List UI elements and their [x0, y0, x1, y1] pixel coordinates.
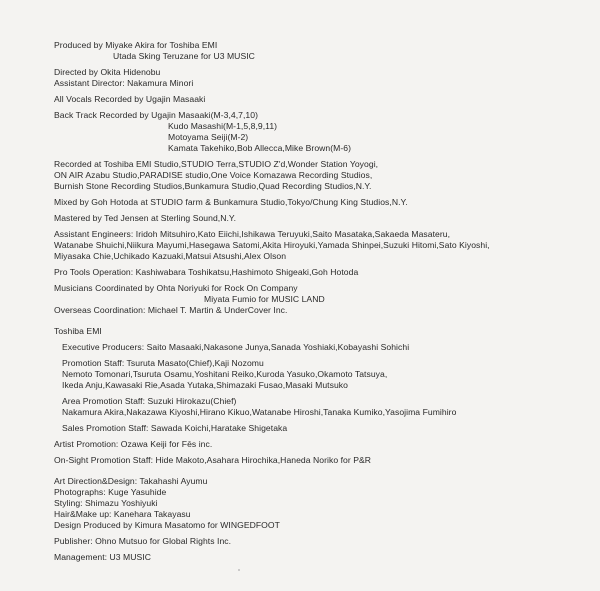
management-line: Management: U3 MUSIC [54, 552, 151, 562]
area-promotion-line-1: Area Promotion Staff: Suzuki Hirokazu(Chief) [62, 396, 237, 406]
design-produced-line: Design Produced by Kimura Masatomo for WINGEDFOOT [54, 520, 280, 530]
assistant-engineers-line-2: Watanabe Shuichi,Niikura Mayumi,Hasegawa Satomi,Akita Hiroyuki,Yamada Shinpei,Suzuki Hitomi,Sato Kiyoshi, [54, 240, 490, 250]
assistant-engineers-line-3: Miyasaka Chie,Uchikado Kazuaki,Matsui Atsushi,Alex Olson [54, 251, 287, 261]
artist-promotion-line: Artist Promotion: Ozawa Keiji for Fēs inc. [54, 439, 213, 449]
label-heading: Toshiba EMI [54, 326, 102, 336]
mastered-line: Mastered by Ted Jensen at Sterling Sound,N.Y. [54, 213, 237, 223]
assistant-engineers-line-1: Assistant Engineers: Iridoh Mitsuhiro,Kato Eiichi,Ishikawa Teruyuki,Saito Masataka,Sakaeda Masateru, [54, 229, 451, 239]
publisher-line: Publisher: Ohno Mutsuo for Global Rights Inc. [54, 536, 232, 546]
onsight-promotion-line: On-Sight Promotion Staff: Hide Makoto,Asahara Hirochika,Haneda Noriko for P&R [54, 455, 372, 465]
area-promotion-line-2: Nakamura Akira,Nakazawa Kiyoshi,Hirano Kikuo,Watanabe Hiroshi,Tanaka Kumiko,Yasojima Fumihiro [62, 407, 457, 417]
hair-makeup-line: Hair&Make up: Kanehara Takayasu [54, 509, 191, 519]
musicians-line-2: Miyata Fumio for MUSIC LAND [204, 294, 325, 304]
styling-line: Styling: Shimazu Yoshiyuki [54, 498, 158, 508]
assistant-director-line: Assistant Director: Nakamura Minori [54, 78, 194, 88]
musicians-line-1: Musicians Coordinated by Ohta Noriyuki for Rock On Company [54, 283, 298, 293]
backtrack-line-1: Back Track Recorded by Ugajin Masaaki(M-3,4,7,10) [54, 110, 259, 120]
backtrack-line-4: Kamata Takehiko,Bob Allecca,Mike Brown(M-6) [168, 143, 352, 153]
pro-tools-line: Pro Tools Operation: Kashiwabara Toshikatsu,Hashimoto Shigeaki,Goh Hotoda [54, 267, 359, 277]
photographs-line: Photographs: Kuge Yasuhide [54, 487, 167, 497]
recorded-line-3: Burnish Stone Recording Studios,Bunkamura Studio,Quad Recording Studios,N.Y. [54, 181, 372, 191]
sales-promotion-line: Sales Promotion Staff: Sawada Koichi,Haratake Shigetaka [62, 423, 288, 433]
directed-line: Directed by Okita Hidenobu [54, 67, 161, 77]
art-direction-line: Art Direction&Design: Takahashi Ayumu [54, 476, 208, 486]
mixed-line: Mixed by Goh Hotoda at STUDIO farm & Bunkamura Studio,Tokyo/Chung King Studios,N.Y. [54, 197, 408, 207]
promotion-staff-line-3: Ikeda Anju,Kawasaki Rie,Asada Yutaka,Shimazaki Fusao,Masaki Mutsuko [62, 380, 348, 390]
overseas-line: Overseas Coordination: Michael T. Martin & UnderCover Inc. [54, 305, 288, 315]
recorded-line-2: ON AIR Azabu Studio,PARADISE studio,One Voice Komazawa Recording Studios, [54, 170, 373, 180]
backtrack-line-2: Kudo Masashi(M-1,5,8,9,11) [168, 121, 278, 131]
produced-line-1: Produced by Miyake Akira for Toshiba EMI [54, 40, 218, 50]
print-speck [238, 569, 240, 571]
promotion-staff-line-2: Nemoto Tomonari,Tsuruta Osamu,Yoshitani Reiko,Kuroda Yasuko,Okamoto Tatsuya, [62, 369, 388, 379]
recorded-line-1: Recorded at Toshiba EMI Studio,STUDIO Terra,STUDIO Z'd,Wonder Station Yoyogi, [54, 159, 379, 169]
produced-line-2: Utada Sking Teruzane for U3 MUSIC [113, 51, 255, 61]
promotion-staff-line-1: Promotion Staff: Tsuruta Masato(Chief),Kaji Nozomu [62, 358, 264, 368]
executive-producers-line: Executive Producers: Saito Masaaki,Nakasone Junya,Sanada Yoshiaki,Kobayashi Sohichi [62, 342, 410, 352]
vocals-line: All Vocals Recorded by Ugajin Masaaki [54, 94, 206, 104]
backtrack-line-3: Motoyama Seiji(M-2) [168, 132, 249, 142]
